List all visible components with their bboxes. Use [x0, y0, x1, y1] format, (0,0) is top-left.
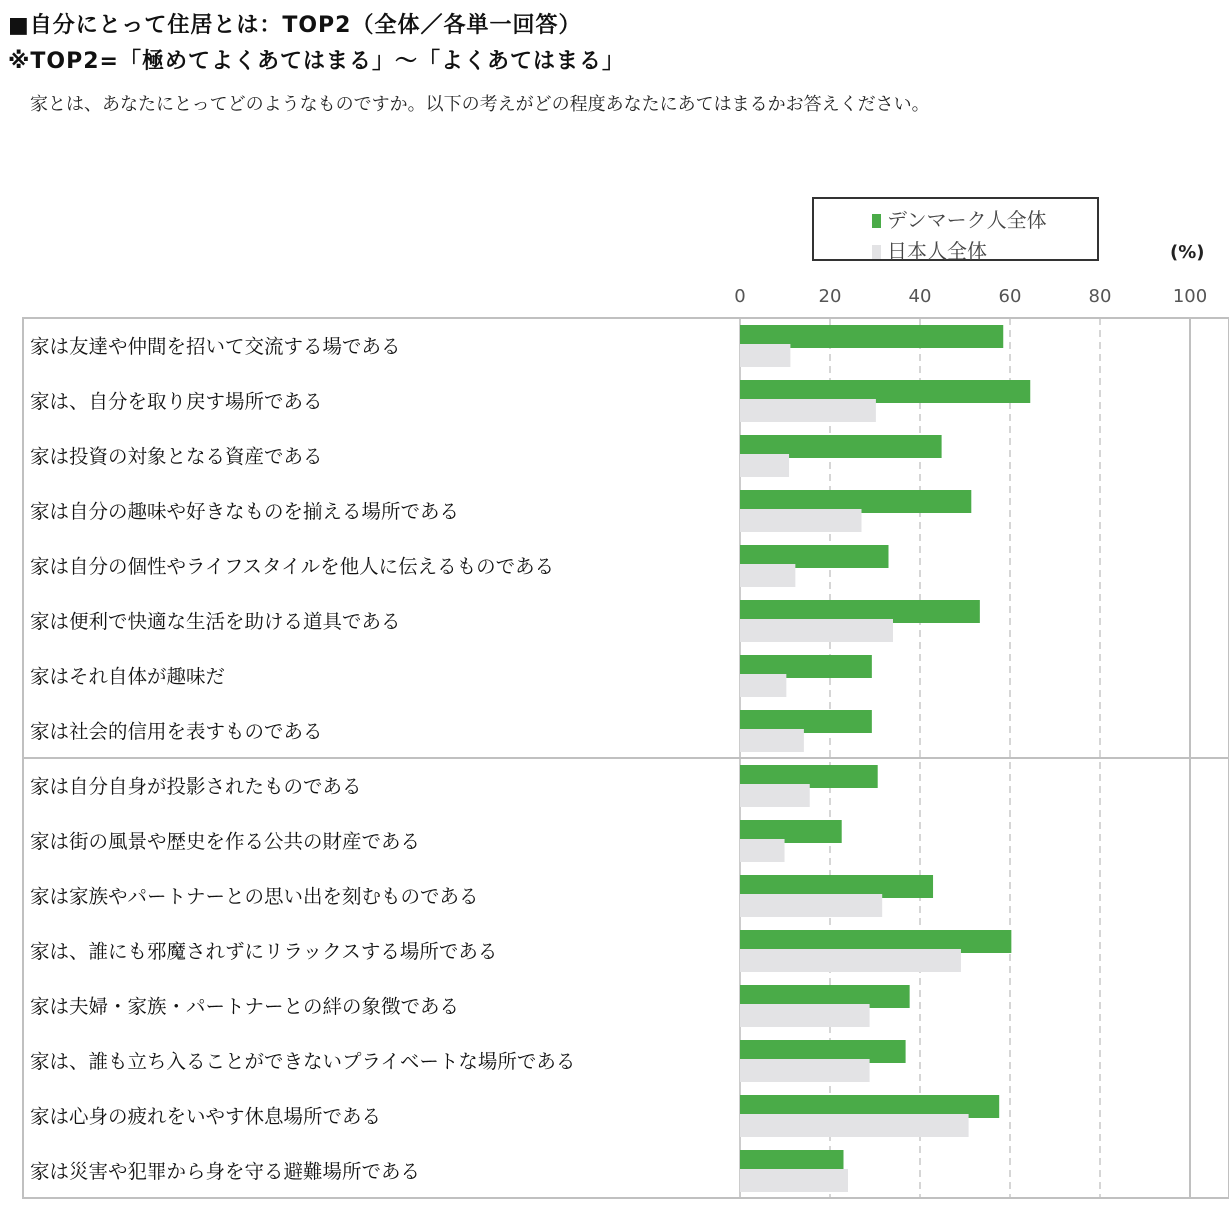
category-label: 家は街の風景や歴史を作る公共の財産である [30, 830, 421, 853]
bar-japan [740, 399, 876, 422]
bar-japan [740, 949, 961, 972]
category-label: 家は友達や仲間を招いて交流する場である [30, 335, 401, 358]
x-tick-label: 80 [1088, 286, 1112, 307]
bar-japan [740, 729, 804, 752]
unit-label: (%) [1170, 242, 1205, 263]
x-tick-label: 40 [908, 286, 932, 307]
bar-japan [740, 1114, 969, 1137]
survey-question: 家とは、あなたにとってどのようなものですか。以下の考えがどの程度あなたにあてはまるかお答えください。 [30, 94, 930, 115]
category-label: 家は便利で快適な生活を助ける道具である [30, 610, 401, 633]
category-label: 家は災害や犯罪から身を守る避難場所である [30, 1160, 421, 1183]
category-label: 家はそれ自体が趣味だ [30, 665, 226, 688]
legend-label-japan: 日本人全体 [887, 239, 987, 263]
category-label: 家は、誰にも邪魔されずにリラックスする場所である [30, 940, 498, 963]
x-tick-label: 0 [734, 286, 746, 307]
legend-label-denmark: デンマーク人全体 [887, 208, 1047, 232]
bar-japan [740, 619, 893, 642]
category-label: 家は自分自身が投影されたものである [30, 775, 362, 798]
bar-japan [740, 564, 795, 587]
chart-title: ■自分にとって住居とは：TOP2（全体／各単一回答） [8, 13, 582, 38]
category-label: 家は自分の趣味や好きなものを揃える場所である [30, 500, 460, 523]
bar-japan [740, 509, 862, 532]
bar-japan [740, 784, 810, 807]
category-label: 家は社会的信用を表すものである [30, 720, 323, 743]
bar-japan [740, 1059, 870, 1082]
x-tick-label: 100 [1172, 286, 1208, 307]
category-label: 家は自分の個性やライフスタイルを他人に伝えるものである [30, 555, 555, 578]
x-tick-label: 60 [998, 286, 1022, 307]
x-tick-label: 20 [818, 286, 842, 307]
category-label: 家は投資の対象となる資産である [30, 445, 323, 468]
bar-japan [740, 1004, 870, 1027]
bar-japan [740, 674, 786, 697]
bar-japan [740, 454, 789, 477]
bar-japan [740, 344, 790, 367]
bar-japan [740, 1169, 848, 1192]
category-label: 家は夫婦・家族・パートナーとの絆の象徴である [30, 995, 460, 1018]
chart-subtitle: ※TOP2=「極めてよくあてはまる」〜「よくあてはまる」 [8, 49, 625, 74]
category-label: 家は心身の疲れをいやす休息場所である [30, 1105, 382, 1128]
category-label: 家は家族やパートナーとの思い出を刻むものである [30, 885, 479, 908]
category-label: 家は、誰も立ち入ることができないプライベートな場所である [30, 1050, 576, 1073]
bar-japan [740, 839, 785, 862]
bar-japan [740, 894, 882, 917]
category-label: 家は、自分を取り戻す場所である [30, 390, 323, 413]
